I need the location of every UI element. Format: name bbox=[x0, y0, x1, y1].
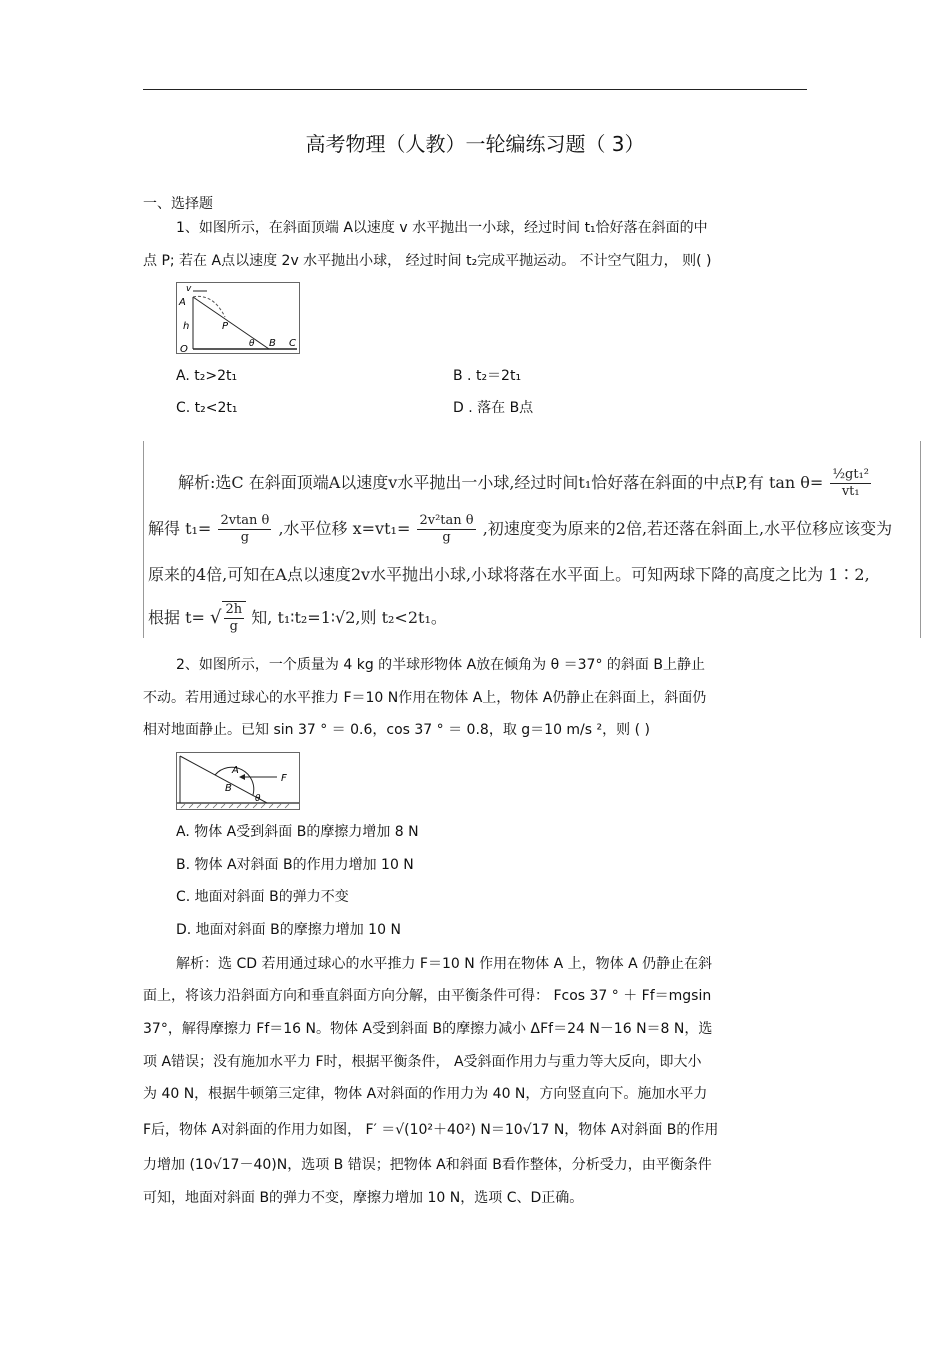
fig1-label-p: P bbox=[222, 321, 229, 332]
section-heading: 一、选择题 bbox=[143, 196, 213, 212]
fig1-label-b: B bbox=[269, 338, 276, 349]
q1-analysis-text2b: ,水平位移 x=vt₁= bbox=[278, 519, 411, 538]
q1-analysis-text1: 解析:选C 在斜面顶端A以速度v水平抛出一小球,经过时间t₁恰好落在斜面的中点P,有 tan θ= bbox=[178, 473, 824, 492]
q1-analysis-line4: 根据 t= √ $\frac{2h}{g}$ 知, t₁∶t₂=1∶√2,则 t₂<2t₁。 bbox=[148, 602, 447, 634]
q2-analysis-line1: 解析：选 CD 若用通过球心的水平推力 F＝10 N 作用在物体 A 上，物体 A 仍静止在斜 bbox=[176, 956, 713, 972]
q1-analysis-text2c: ,初速度变为原来的2倍,若还落在斜面上,水平位移应该变为 bbox=[482, 519, 893, 538]
page-title: 高考物理（人教）一轮编练习题（ 3） bbox=[305, 132, 645, 156]
q1-analysis-text4b: 知, t₁∶t₂=1∶√2,则 t₂<2t₁。 bbox=[251, 608, 447, 627]
q2-stem-line3: 相对地面静止。已知 sin 37 ° ＝ 0.6，cos 37 ° ＝ 0.8，取 g＝10 m/s ²，则 ( ) bbox=[143, 722, 650, 738]
q1-option-a: A. t₂>2t₁ bbox=[176, 368, 238, 384]
sqrt-denominator: g bbox=[229, 619, 238, 634]
projectile-incline-diagram bbox=[177, 283, 299, 353]
fig2-label-b: B bbox=[225, 783, 232, 794]
q2-option-b: B. 物体 A对斜面 B的作用力增加 10 N bbox=[176, 857, 414, 873]
q1-option-b: B . t₂＝2t₁ bbox=[453, 368, 522, 384]
sqrt-numerator: 2h bbox=[225, 602, 243, 617]
q1-analysis-box bbox=[143, 441, 921, 638]
fig1-label-v: v bbox=[186, 284, 192, 294]
frac2-numerator: 2vtan θ bbox=[220, 513, 270, 528]
fig1-label-theta: θ bbox=[249, 339, 255, 349]
q2-analysis-line5: 为 40 N，根据牛顿第三定律，物体 A对斜面的作用力为 40 N，方向竖直向下。施加水平力 bbox=[143, 1086, 708, 1102]
q1-analysis-frac1 bbox=[830, 467, 871, 500]
q1-analysis-frac3 bbox=[417, 513, 475, 546]
q2-analysis-line3: 37°，解得摩擦力 Ff＝16 N。物体 A受到斜面 B的摩擦力减小 ΔFf＝24 N－16 N＝8 N，选 bbox=[143, 1021, 713, 1037]
q2-option-a: A. 物体 A受到斜面 B的摩擦力增加 8 N bbox=[176, 824, 419, 840]
q2-option-c: C. 地面对斜面 B的弹力不变 bbox=[176, 889, 349, 905]
q2-analysis-line4: 项 A错误；没有施加水平力 F时，根据平衡条件， A受斜面作用力与重力等大反向，即大小 bbox=[143, 1054, 702, 1070]
q1-figure bbox=[176, 282, 300, 354]
q2-analysis-line7: 力增加 (10√17－40)N，选项 B 错误；把物体 A和斜面 B看作整体，分析受力，由平衡条件 bbox=[143, 1157, 712, 1173]
frac3-denominator: g bbox=[442, 530, 451, 545]
frac1-denominator: vt₁ bbox=[841, 484, 860, 499]
q2-analysis-line8: 可知，地面对斜面 B的弹力不变，摩擦力增加 10 N，选项 C、D正确。 bbox=[143, 1190, 584, 1206]
q2-option-d: D. 地面对斜面 B的摩擦力增加 10 N bbox=[176, 922, 401, 938]
fig1-label-h: h bbox=[183, 321, 190, 332]
fig2-label-f: F bbox=[281, 773, 287, 784]
q1-option-d: D . 落在 B点 bbox=[453, 400, 534, 416]
hemisphere-incline-diagram bbox=[177, 753, 299, 809]
q1-stem-line1: 1、如图所示，在斜面顶端 A以速度 v 水平抛出一小球，经过时间 t₁恰好落在斜面的中 bbox=[176, 220, 708, 236]
q1-analysis-frac2 bbox=[218, 513, 271, 546]
fig1-label-o: O bbox=[180, 344, 188, 353]
header-rule bbox=[143, 89, 807, 90]
q2-stem-line1: 2、如图所示，一个质量为 4 kg 的半球形物体 A放在倾角为 θ ＝37° 的斜面 B上静止 bbox=[176, 657, 705, 673]
q1-option-c: C. t₂<2t₁ bbox=[176, 400, 238, 416]
q1-analysis-line1 bbox=[178, 467, 873, 500]
fig2-label-a: A bbox=[232, 765, 239, 776]
q2-analysis-line2: 面上，将该力沿斜面方向和垂直斜面方向分解，由平衡条件可得： Fcos 37 ° ＋ Ff＝mgsin bbox=[143, 988, 712, 1004]
fig1-label-a: A bbox=[179, 297, 186, 308]
fig2-label-theta: θ bbox=[255, 794, 261, 804]
q2-figure bbox=[176, 752, 300, 810]
q2-analysis-line6: F后，物体 A对斜面的作用力如图， F′ ＝√(10²＋40²) N＝10√17 N，物体 A对斜面 B的作用 bbox=[143, 1122, 719, 1138]
fig1-label-c: C bbox=[289, 338, 296, 349]
q1-analysis-text4a: 根据 t= bbox=[148, 608, 205, 627]
q1-analysis-line2 bbox=[148, 513, 892, 546]
q1-analysis-sqrt bbox=[222, 601, 247, 635]
frac1-numerator: ½gt₁² bbox=[832, 467, 870, 482]
frac3-numerator: 2v²tan θ bbox=[419, 513, 474, 528]
q1-analysis-line3: 原来的4倍,可知在A点以速度2v水平抛出小球,小球将落在水平面上。可知两球下降的高度之比为 1∶2, bbox=[148, 565, 870, 584]
q1-analysis-text2a: 解得 t₁= bbox=[148, 519, 212, 538]
q2-stem-line2: 不动。若用通过球心的水平推力 F＝10 N作用在物体 A上，物体 A仍静止在斜面上，斜面仍 bbox=[143, 690, 707, 706]
q1-stem-line2: 点 P; 若在 A点以速度 2v 水平抛出小球， 经过时间 t₂完成平抛运动。 不计空气阻力， 则( ) bbox=[143, 253, 712, 269]
frac2-denominator: g bbox=[240, 530, 250, 545]
